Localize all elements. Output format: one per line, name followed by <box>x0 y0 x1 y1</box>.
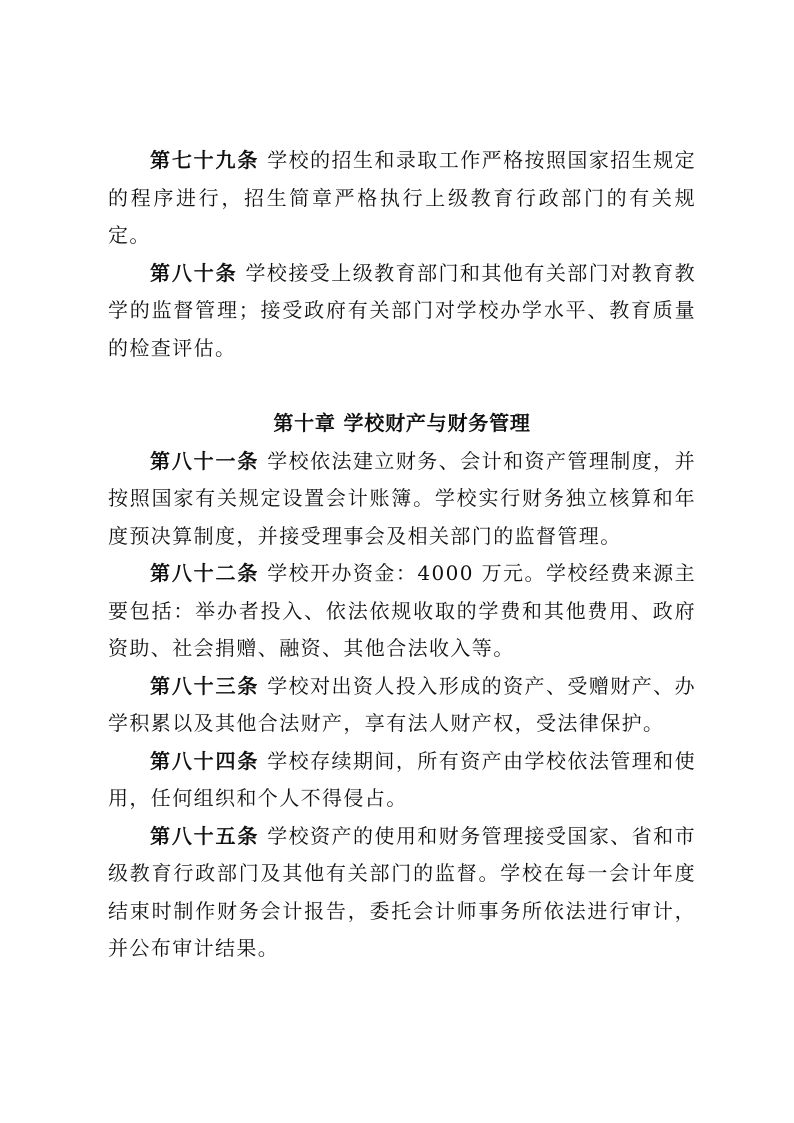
article-83 <box>108 668 696 743</box>
document-page <box>108 142 696 968</box>
article-heading: 第八十三条 <box>150 673 260 698</box>
article-81 <box>108 443 696 556</box>
article-text: 学校依法建立财务、会计和资产管理制度，并按照国家有关规定设置会计账簿。学校实行财务独立核算和年度预决算制度，并接受理事会及相关部门的监督管理。 <box>108 448 697 548</box>
article-84 <box>108 743 696 818</box>
article-text: 学校接受上级教育部门和其他有关部门对教育教学的监督管理；接受政府有关部门对学校办学水平、教育质量的检查评估。 <box>108 260 696 360</box>
article-heading: 第八十五条 <box>150 823 260 848</box>
article-82 <box>108 555 696 668</box>
article-heading: 第八十条 <box>150 260 238 285</box>
article-80 <box>108 255 696 368</box>
article-79 <box>108 142 696 255</box>
article-heading: 第八十一条 <box>150 448 260 473</box>
article-heading: 第七十九条 <box>150 148 260 172</box>
article-text: 学校存续期间，所有资产由学校依法管理和使用，任何组织和个人不得侵占。 <box>108 748 697 810</box>
article-heading: 第八十四条 <box>150 748 260 773</box>
article-heading: 第八十二条 <box>150 561 260 585</box>
article-text: 学校对出资人投入形成的资产、受赠财产、办学积累以及其他合法财产，享有法人财产权，受法律保护。 <box>108 673 697 735</box>
article-85 <box>108 818 696 968</box>
article-text: 学校资产的使用和财务管理接受国家、省和市级教育行政部门及其他有关部门的监督。学校在每一会计年度结束时制作财务会计报告，委托会计师事务所依法进行审计，并公布审计结果。 <box>108 823 697 960</box>
article-text: 学校的招生和录取工作严格按照国家招生规定的程序进行，招生简章严格执行上级教育行政部门的有关规定。 <box>108 148 697 247</box>
chapter-title: 第十章 学校财产与财务管理 <box>273 411 531 435</box>
article-text: 学校开办资金：4000 万元。学校经费来源主要包括：举办者投入、依法依规收取的学费和其他费用、政府资助、社会捐赠、融资、其他合法收入等。 <box>108 561 696 660</box>
